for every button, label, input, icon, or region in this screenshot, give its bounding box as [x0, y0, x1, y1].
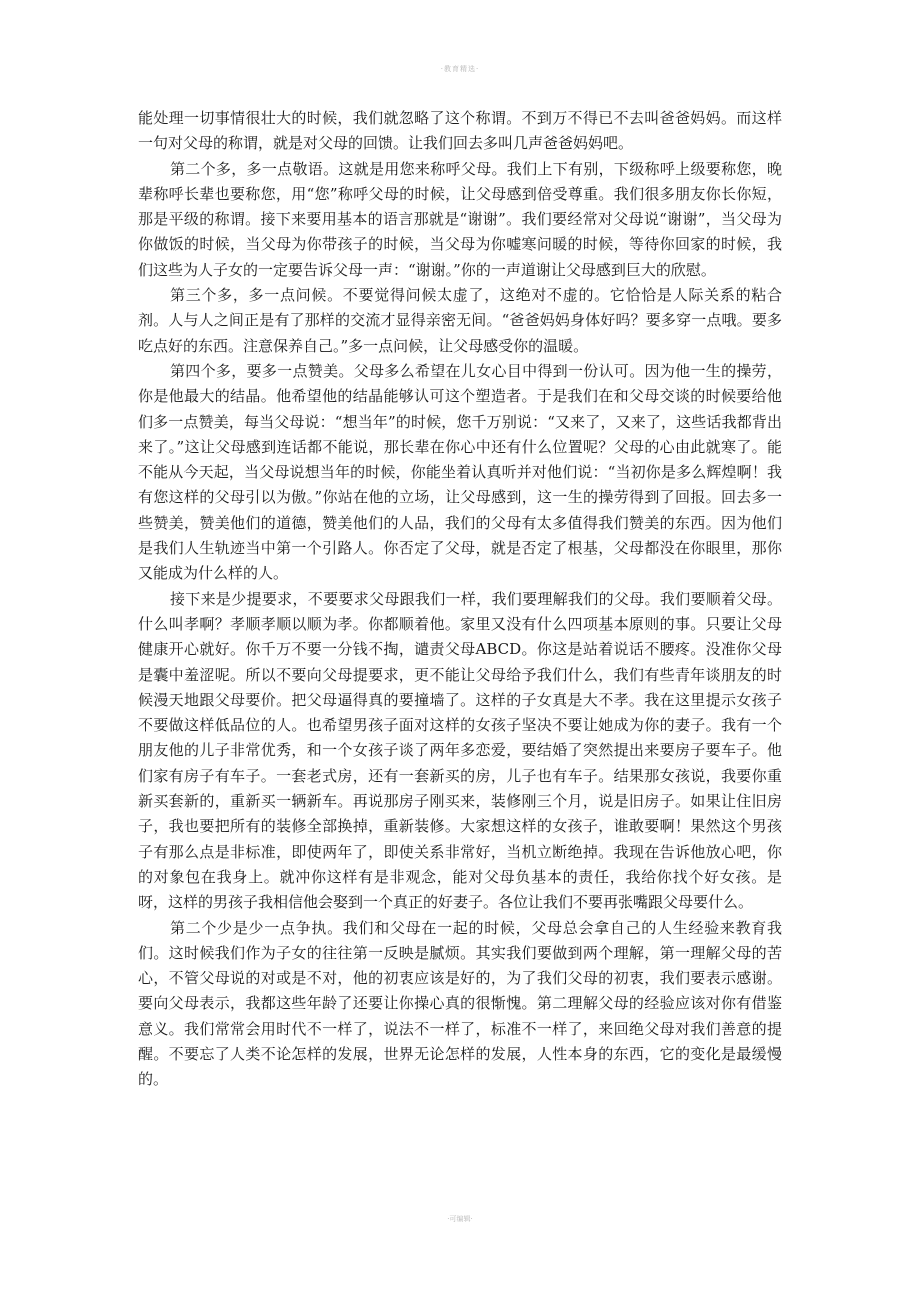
paragraph-6: 第二个少是少一点争执。我们和父母在一起的时候，父母总会拿自己的人生经验来教育我们。这时候我们作为子女的往往第一反映是腻烦。其实我们要做到两个理解，第一理解父母的苦心，不管父母说的对或是不对，他的初衷应该是好的，为了我们父母的初衷，我们要表示感谢。要向父母表示，我都这些年龄了还要让你操心真的很惭愧。第二理解父母的经验应该对你有借鉴意义。我们常常会用时代不一样了，说法不一样了，标准不一样了，来回绝父母对我们善意的提醒。不要忘了人类不论怎样的发展，世界无论怎样的发展，人性本身的东西，它的变化是最缓慢的。 — [138, 918, 782, 1089]
paragraph-5: 接下来是少提要求，不要要求父母跟我们一样，我们要理解我们的父母。我们要顺着父母。什么叫孝啊？孝顺孝顺以顺为孝。你都顺着他。家里又没有什么四项基本原则的事。只要让父母健康开心就好。你千万不要一分钱不掏，谴责父母ABCD。你这是站着说话不腰疼。没准你父母是囊中羞涩呢。所以不要向父母提要求，更不能让父母给予我们什么，我们有些青年谈朋友的时候漫天地跟父母要价。把父母逼得真的要撞墙了。这样的子女真是大不孝。我在这里提示女孩子不要做这样低品位的人。也希望男孩子面对这样的女孩子坚决不要让她成为你的妻子。我有一个朋友他的儿子非常优秀，和一个女孩子谈了两年多恋爱，要结婚了突然提出来要房子要车子。他们家有房子有车子。一套老式房，还有一套新买的房，儿子也有车子。结果那女孩说，我要你重新买套新的，重新买一辆新车。再说那房子刚买来，装修刚三个月，说是旧房子。如果让住旧房子，我也要把所有的装修全部换掉，重新装修。大家想这样的女孩子，谁敢要啊！果然这个男孩子有那么点是非标准，即使两年了，即使关系非常好，当机立断绝掉。我现在告诉他放心吧，你的对象包在我身上。就冲你这样有是非观念，能对父母负基本的责任，我给你找个好女孩。是呀，这样的男孩子我相信他会娶到一个真正的好妻子。各位让我们不要再张嘴跟父母要什么。 — [138, 589, 782, 912]
page-header: ·教育精选· — [440, 65, 480, 73]
page-footer: ·可编辑· — [447, 1215, 473, 1223]
paragraph-4: 第四个多，要多一点赞美。父母多么希望在儿女心目中得到一份认可。因为他一生的操劳，你是他最大的结晶。他希望他的结晶能够认可这个塑造者。于是我们在和父母交谈的时候要给他们多一点赞美，每当父母说：“想当年”的时候，您千万别说：“又来了，又来了，这些话我都背出来了。”这让父母感到连话都不能说，那长辈在你心中还有什么位置呢？父母的心由此就寒了。能不能从今天起，当父母说想当年的时候，你能坐着认真听并对他们说：“当初你是多么辉煌啊！我有您这样的父母引以为傲。”你站在他的立场，让父母感到，这一生的操劳得到了回报。回去多一些赞美，赞美他们的道德，赞美他们的人品，我们的父母有太多值得我们赞美的东西。因为他们是我们人生轨迹当中第一个引路人。你否定了父母，就是否定了根基，父母都没在你眼里，那你又能成为什么样的人。 — [138, 361, 782, 583]
paragraph-1: 能处理一切事情很壮大的时候，我们就忽略了这个称谓。不到万不得已不去叫爸爸妈妈。而这样一句对父母的称谓，就是对父母的回馈。让我们回去多叫几声爸爸妈妈吧。 — [138, 109, 782, 153]
document-body — [138, 106, 782, 1093]
paragraph-2: 第二个多，多一点敬语。这就是用您来称呼父母。我们上下有别，下级称呼上级要称您，晚辈称呼长辈也要称您，用“您”称呼父母的时候，让父母感到倍受尊重。我们很多朋友你长你短，那是平级的称谓。接下来要用基本的语言那就是“谢谢”。我们要经常对父母说“谢谢”，当父母为你做饭的时候，当父母为你带孩子的时候，当父母为你嘘寒问暖的时候，等待你回家的时候，我们这些为人子女的一定要告诉父母一声：“谢谢。”你的一声道谢让父母感到巨大的欣慰。 — [138, 159, 782, 279]
paragraph-3: 第三个多，多一点问候。不要觉得问候太虚了，这绝对不虚的。它恰恰是人际关系的粘合剂。人与人之间正是有了那样的交流才显得亲密无间。“爸爸妈妈身体好吗？要多穿一点哦。要多吃点好的东西。注意保养自己。”多一点问候，让父母感受你的温暖。 — [138, 286, 782, 355]
